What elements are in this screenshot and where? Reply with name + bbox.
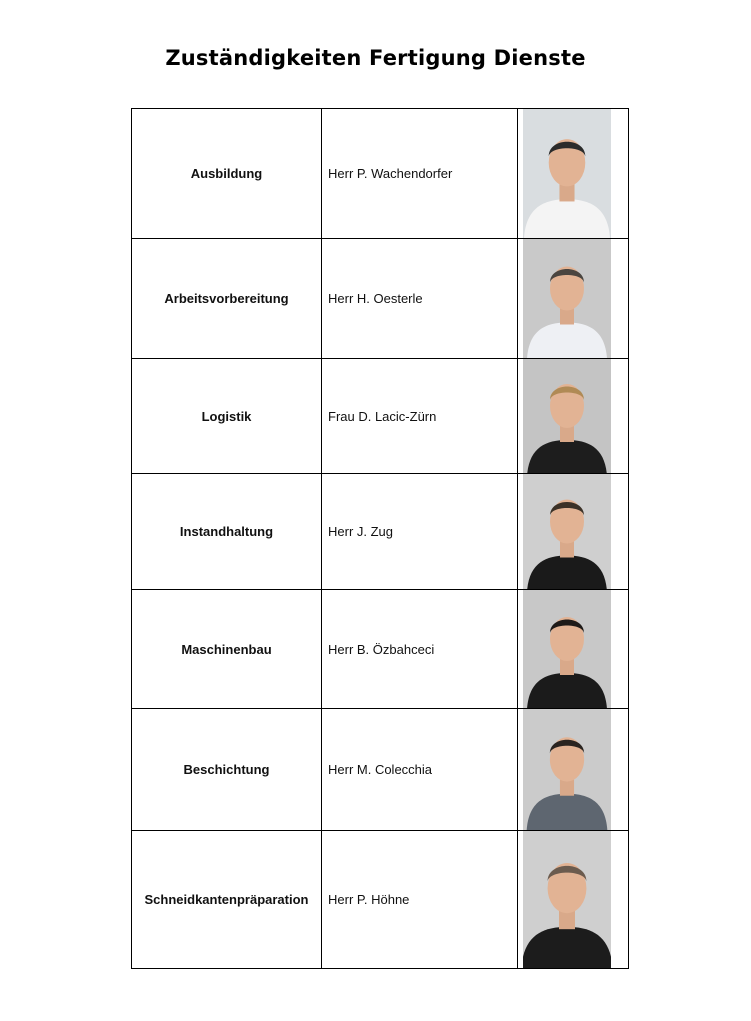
photo-cell (518, 831, 629, 969)
area-cell: Schneidkantenpräparation (132, 831, 322, 969)
table-row (132, 239, 629, 359)
area-cell: Beschichtung (132, 709, 322, 831)
portrait-photo (523, 474, 611, 589)
area-cell: Ausbildung (132, 109, 322, 239)
table-row (132, 590, 629, 709)
portrait-illustration (523, 239, 611, 358)
photo-cell (518, 474, 629, 590)
photo-cell (518, 590, 629, 709)
person-cell: Herr J. Zug (322, 474, 518, 590)
portrait-photo (523, 359, 611, 473)
portrait-photo (523, 590, 611, 708)
table-row (132, 359, 629, 474)
table-row (132, 474, 629, 590)
person-cell: Frau D. Lacic-Zürn (322, 359, 518, 474)
person-cell: Herr H. Oesterle (322, 239, 518, 359)
area-cell: Arbeitsvorbereitung (132, 239, 322, 359)
responsibilities-table (131, 108, 629, 969)
portrait-illustration (523, 590, 611, 708)
photo-cell (518, 239, 629, 359)
portrait-photo (523, 109, 611, 238)
area-cell: Maschinenbau (132, 590, 322, 709)
portrait-photo (523, 831, 611, 968)
photo-cell (518, 709, 629, 831)
person-cell: Herr B. Özbahceci (322, 590, 518, 709)
portrait-illustration (523, 109, 611, 238)
portrait-illustration (523, 359, 611, 473)
area-cell: Logistik (132, 359, 322, 474)
portrait-illustration (523, 474, 611, 589)
portrait-photo (523, 239, 611, 358)
table-row (132, 709, 629, 831)
person-cell: Herr P. Höhne (322, 831, 518, 969)
area-cell: Instandhaltung (132, 474, 322, 590)
table-row (132, 831, 629, 969)
portrait-illustration (523, 709, 611, 830)
person-cell: Herr M. Colecchia (322, 709, 518, 831)
photo-cell (518, 109, 629, 239)
table-row (132, 109, 629, 239)
photo-cell (518, 359, 629, 474)
person-cell: Herr P. Wachendorfer (322, 109, 518, 239)
portrait-illustration (523, 831, 611, 968)
portrait-photo (523, 709, 611, 830)
page-title: Zuständigkeiten Fertigung Dienste (165, 46, 586, 70)
